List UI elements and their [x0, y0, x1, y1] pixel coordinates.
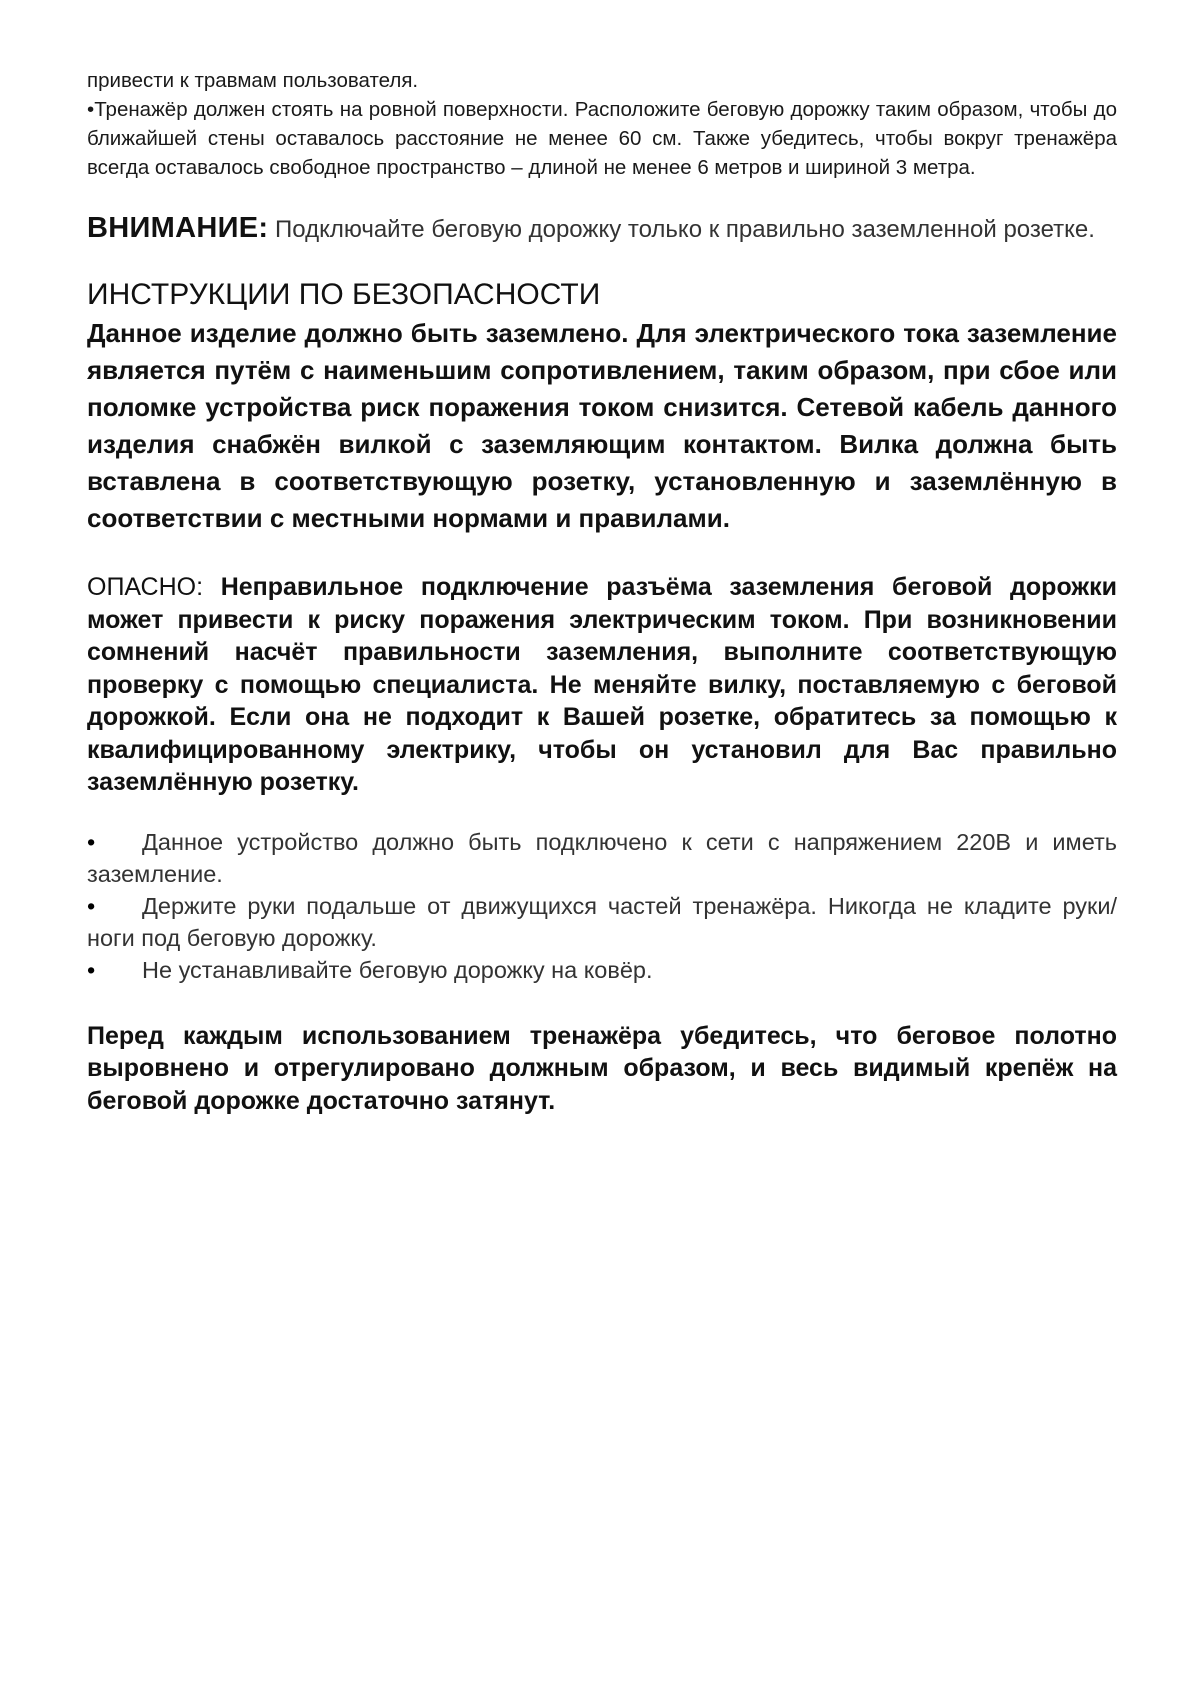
warning-label: ВНИМАНИЕ: — [87, 212, 269, 244]
list-item — [87, 890, 1117, 954]
list-item — [87, 954, 1117, 986]
grounding-paragraph: Данное изделие должно быть заземлено. Для электрического тока заземление является путём с наименьшим сопротивлением, таким образом, при сбое или поломке устройства риск поражения током снизится. Сетевой кабель данного изделия снабжён вилкой с заземляющим контактом. Вилка должна быть вставлена в соответствующую розетку, установленную и заземлённую в соответствии с местными нормами и правилами. — [87, 318, 1117, 533]
intro-continuation: привести к травмам пользователя. — [87, 69, 419, 92]
list-item-text: Не устанавливайте беговую дорожку на ковёр. — [142, 956, 653, 983]
placement-paragraph — [87, 95, 1117, 182]
bullet-icon: • — [87, 828, 96, 855]
list-item-text: Данное устройство должно быть подключено к сети с напряжением 220В и иметь заземление. — [87, 828, 1117, 887]
safety-heading: ИНСТРУКЦИИ ПО БЕЗОПАСНОСТИ — [87, 278, 601, 311]
danger-paragraph — [87, 571, 1117, 799]
list-item — [87, 826, 1117, 890]
list-item-text: Держите руки подальше от движущихся частей тренажёра. Никогда не кладите руки/ноги под беговую дорожку. — [87, 892, 1117, 951]
safety-bullet-list — [87, 826, 1117, 986]
final-note: Перед каждым использованием тренажёра убедитесь, что беговое полотно выровнено и отрегулировано должным образом, и весь видимый крепёж на беговой дорожке достаточно затянут. — [87, 1021, 1117, 1115]
warning-text: Подключайте беговую дорожку только к правильно заземленной розетке. — [275, 216, 1095, 243]
danger-text: Неправильное подключение разъёма заземления беговой дорожки может привести к риску поражения электрическим током. При возникновении сомнений насчёт правильности заземления, выполните соответствующую проверку с помощью специалиста. Не меняйте вилку, поставляемую с беговой дорожкой. Если она не подходит к Вашей розетке, обратитесь за помощью к квалифицированному электрику, чтобы он установил для Вас правильно заземлённую розетку. — [87, 573, 1118, 796]
danger-label: ОПАСНО: — [87, 573, 204, 601]
document-page — [87, 66, 1117, 1117]
placement-text: Тренажёр должен стоять на ровной поверхности. Расположите беговую дорожку таким образом, чтобы до ближайшей стены оставалось расстояние не менее 60 см. Также убедитесь, чтобы вокруг тренажёра всегда оставалось свободное пространство – длиной не менее 6 метров и шириной 3 метра. — [87, 98, 1117, 179]
bullet-icon: • — [87, 892, 96, 919]
bullet-icon: • — [87, 956, 96, 983]
bullet-icon: • — [87, 98, 95, 121]
warning-paragraph — [87, 212, 1117, 246]
